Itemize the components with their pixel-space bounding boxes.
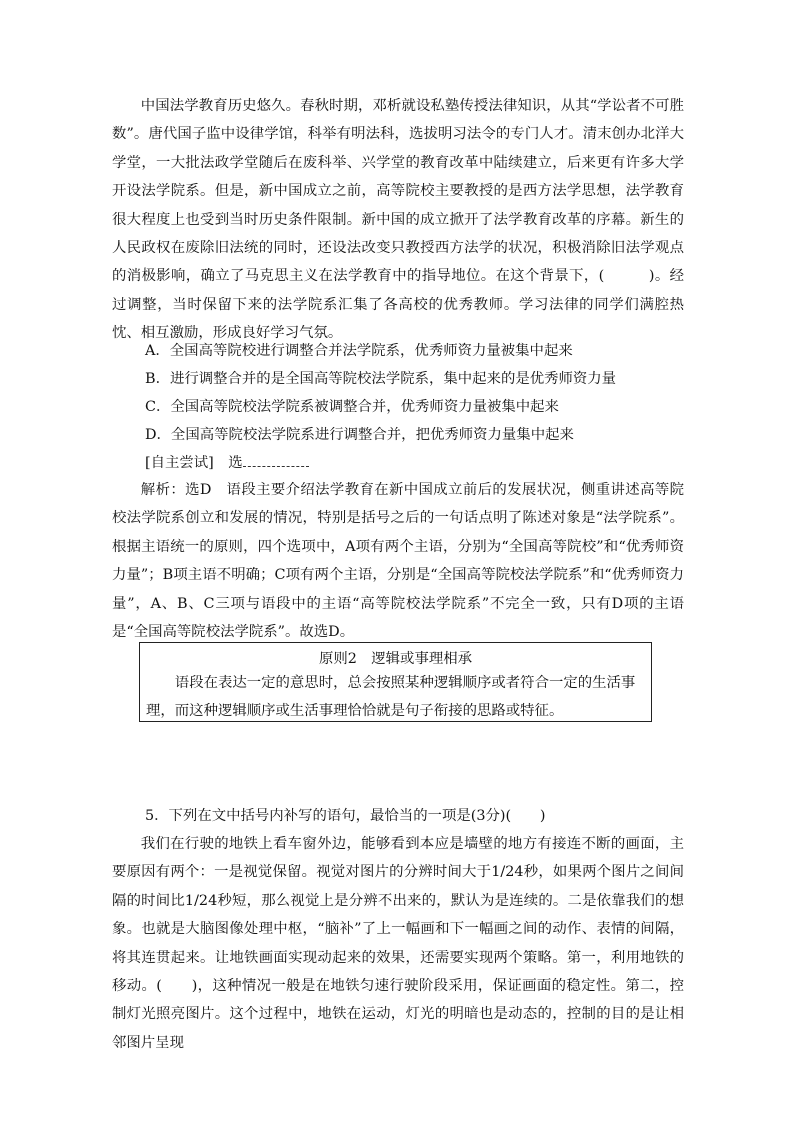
self-try-label: [自主尝试] (145, 455, 214, 471)
question-5-passage: 我们在行驶的地铁上看车窗外边，能够看到本应是墙壁的地方有接连不断的画面，主要原因有两个：一是视觉保留。视觉对图片的分辨时间大于1/24秒，如果两个图片之间间隔的时间比1/24秒短，那么视觉上是分辨不出来的，默认为是连续的。二是依靠我们的想象。也就是大脑图像处理中枢，“脑补”了上一幅画和下一幅画之间的动作、表情的间隔，将其连贯起来。让地铁画面实现动起来的效果，还需要实现两个策略。第一，利用地铁的移动。( )，这种情况一般是在地铁匀速行驶阶段采用，保证画面的稳定性。第二，控制灯光照亮图片。这个过程中，地铁在运动，灯光的明暗也是动态的，控制的目的是让相邻图片呈现 (112, 836, 684, 1051)
rule-title: 原则2 逻辑或事理相承 (318, 651, 473, 667)
option-d: D．全国高等院校法学院系进行调整合并，把优秀师资力量集中起来 (145, 427, 574, 443)
rule-box (139, 642, 652, 722)
self-try-select: 选 (228, 455, 243, 471)
rule-body: 语段在表达一定的意思时，总会按照某种逻辑顺序或者符合一定的生活事理，而这种逻辑顺序或生活事理恰恰就是句子衔接的思路或特征。 (146, 675, 636, 719)
option-c: C．全国高等院校法学院系被调整合并，优秀师资力量被集中起来 (145, 399, 559, 415)
option-b: B．进行调整合并的是全国高等院校法学院系，集中起来的是优秀师资力量 (145, 371, 617, 387)
analysis-paragraph: 解析：选D 语段主要介绍法学教育在新中国成立前后的发展状况，侧重讲述高等院校法学院系创立和发展的情况，特别是括号之后的一句话点明了陈述对象是“法学院系”。根据主语统一的原则，四个选项中，A项有两个主语，分别为“全国高等院校”和“优秀师资力量”；B项主语不明确；C项有两个主语，分别是“全国高等院校法学院系”和“优秀师资力量”，A、B、C三项与语段中的主语“高等院校法学院系”不完全一致，只有D项的主语是“全国高等院校法学院系”。故选D。 (112, 482, 684, 641)
question-5-stem: 5．下列在文中括号内补写的语句，最恰当的一项是(3分)( ) (145, 808, 546, 824)
passage-paragraph: 中国法学教育历史悠久。春秋时期，邓析就设私塾传授法律知识，从其“学讼者不可胜数”。唐代国子监中设律学馆，科举有明法科，选拔明习法令的专门人才。清末创办北洋大学堂，一大批法政学堂随后在废科举、兴学堂的教育改革中陆续建立，后来更有许多大学开设法学院系。但是，新中国成立之前，高等院校主要教授的是西方法学思想，法学教育很大程度上也受到当时历史条件限制。新中国的成立掀开了法学教育改革的序幕。新生的人民政权在废除旧法统的同时，还设法改变只教授西方法学的状况，积极消除旧法学观点的消极影响，确立了马克思主义在法学教育中的指导地位。在这个背景下，( )。经过调整，当时保留下来的法学院系汇集了各高校的优秀教师。学习法律的同学们满腔热忱、相互激励，形成良好学习气氛。 (112, 98, 684, 342)
answer-blank (243, 452, 309, 467)
self-try-line (145, 449, 309, 477)
option-a: A．全国高等院校进行调整合并法学院系，优秀师资力量被集中起来 (145, 343, 573, 359)
